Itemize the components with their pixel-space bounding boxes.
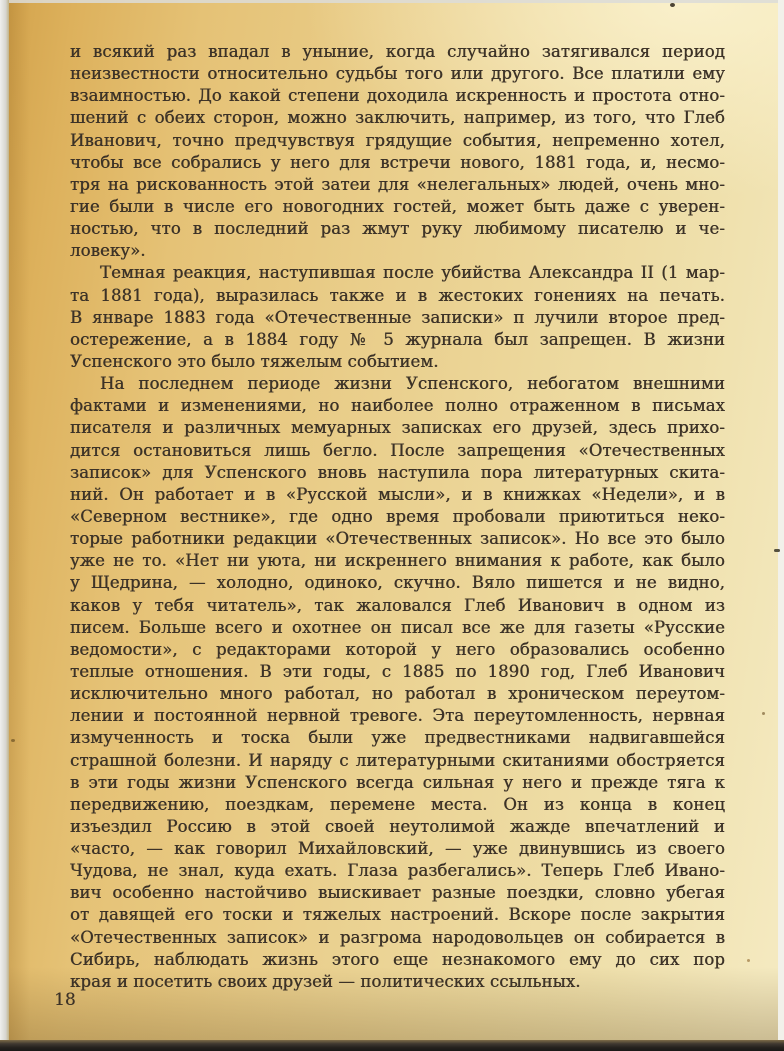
ink-speck xyxy=(11,739,15,742)
text-line: у Щедрина, — холодно, одиноко, скучно. Вяло пишется и не видно, xyxy=(70,573,725,593)
text-line: в эти годы жизни Успенского всегда сильная у него и прежде тяга к xyxy=(70,772,725,792)
scan-edge-left xyxy=(0,0,9,1051)
page-bottom-shadow xyxy=(0,1040,784,1051)
text-line: и всякий раз впадал в уныние, когда случайно затягивался период xyxy=(70,42,725,61)
text-line: записок» для Успенского вновь наступила пора литературных скита- xyxy=(70,462,725,482)
text-line: тря на рискованность этой затеи для «нелегальных» людей, очень мно- xyxy=(70,174,725,194)
text-line: взаимностью. До какой степени доходила искренность и простота отно- xyxy=(70,86,725,106)
ink-speck xyxy=(774,549,780,552)
ink-speck xyxy=(670,3,675,7)
text-line: та 1881 года), выразилась также и в жестоких гонениях на печать. xyxy=(70,285,725,305)
text-line: Иванович, точно предчувствуя грядущие события, непременно хотел, xyxy=(70,130,725,150)
text-line: вич особенно настойчиво выискивает разные поездки, словно убегая xyxy=(70,883,725,903)
text-line: исключительно много работал, но работал в хроническом переутом- xyxy=(70,684,725,704)
text-line: На последнем периоде жизни Успенского, небогатом внешними xyxy=(100,374,725,394)
page-number: 18 xyxy=(54,990,76,1010)
text-line: неизвестности относительно судьбы того или другого. Все платили ему xyxy=(70,64,725,84)
paragraph xyxy=(70,373,725,993)
text-line: писателя и различных мемуарных записках его друзей, здесь прихо- xyxy=(70,418,725,438)
text-line: уже не то. «Нет ни уюта, ни искреннего внимания к работе, как было xyxy=(70,551,725,571)
text-line: фактами и изменениями, но наиболее полно отраженном в письмах xyxy=(70,396,725,416)
text-line: гие были в числе его новогодних гостей, может быть даже с уверен- xyxy=(70,196,725,216)
text-line: шений с обеих сторон, можно заключить, например, из того, что Глеб xyxy=(70,108,725,128)
paragraph xyxy=(70,41,725,262)
text-line: каков у тебя читатель», так жаловался Глеб Иванович в одном из xyxy=(70,595,725,615)
paragraph xyxy=(70,262,725,373)
text-line: теплые отношения. В эти годы, с 1885 по 1890 год, Глеб Иванович xyxy=(70,661,725,681)
text-line: ний. Он работает и в «Русской мысли», и в книжках «Недели», и в xyxy=(70,484,725,504)
text-line: края и посетить своих друзей — политических ссыльных. xyxy=(70,971,581,991)
text-line: дится остановиться лишь бегло. После запрещения «Отечественных xyxy=(70,440,725,460)
text-line: торые работники редакции «Отечественных записок». Но все это было xyxy=(70,529,725,549)
text-line: от давящей его тоски и тяжелых настроений. Вскоре после закрытия xyxy=(70,905,725,925)
text-line: чтобы все собрались у него для встречи нового, 1881 года, и, несмо- xyxy=(70,152,725,172)
paper-speck xyxy=(762,712,765,715)
text-line: страшной болезни. И наряду с литературными скитаниями обостряется xyxy=(70,750,725,770)
paper-speck xyxy=(747,959,750,962)
text-line: «Отечественных записок» и разгрома народовольцев он собирается в xyxy=(70,927,725,947)
text-line: Чудова, не знал, куда ехать. Глаза разбегались». Теперь Глеб Ивано- xyxy=(70,861,725,881)
text-line: измученность и тоска были уже предвестниками надвигавшейся xyxy=(70,728,725,748)
text-line: Сибирь, наблюдать жизнь этого еще незнакомого ему до сих пор xyxy=(70,949,725,969)
text-line: писем. Больше всего и охотнее он писал все же для газеты «Русские xyxy=(70,617,725,637)
text-line: ловеку». xyxy=(70,241,146,261)
text-line: остережение, а в 1884 году № 5 журнала был запрещен. В жизни xyxy=(70,329,725,349)
text-line: изъездил Россию в этой своей неутолимой жажде впечатлений и xyxy=(70,816,725,836)
text-line: ностью, что в последний раз жмут руку любимому писателю и че- xyxy=(70,219,725,239)
text-line: лении и постоянной нервной тревоге. Эта переутомленность, нервная xyxy=(70,706,725,726)
text-line: ведомости», с редакторами которой у него образовались особенно xyxy=(70,639,725,659)
text-line: передвижению, поездкам, перемене места. Он из конца в конец xyxy=(70,794,725,814)
scan-edge-right xyxy=(778,0,784,1051)
text-line: Темная реакция, наступившая после убийства Александра II (1 мар- xyxy=(100,263,725,283)
text-line: Успенского это было тяжелым событием. xyxy=(70,351,439,371)
text-line: В январе 1883 года «Отечественные записки» п лучили второе пред- xyxy=(70,307,725,327)
scan-edge-top xyxy=(0,0,784,3)
text-block xyxy=(70,41,725,993)
text-line: «часто, — как говорил Михайловский, — уже двинувшись из своего xyxy=(70,839,725,859)
text-line: «Северном вестнике», где одно время пробовали приютиться неко- xyxy=(70,506,725,526)
